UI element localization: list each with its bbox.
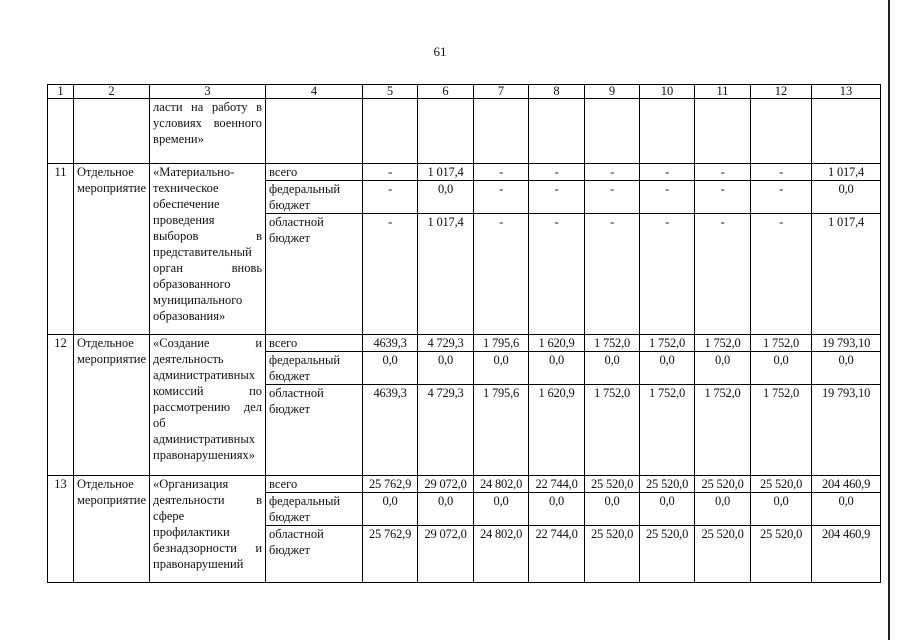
column-header: 11 — [695, 85, 751, 99]
table-row — [48, 476, 881, 493]
value-cell: - — [640, 181, 695, 214]
value-cell: 204 460,9 — [812, 476, 881, 493]
value-cell: 0,0 — [695, 493, 751, 526]
value-cell: - — [529, 164, 585, 181]
value-cell: 4 729,3 — [418, 335, 474, 352]
value-cell: 4 729,3 — [418, 385, 474, 476]
value-cell: 1 017,4 — [418, 164, 474, 181]
value-cell: 1 620,9 — [529, 385, 585, 476]
column-header: 1 — [48, 85, 74, 99]
scan-edge-line — [888, 0, 890, 640]
funding-source-cell: всего — [266, 164, 363, 181]
value-cell: - — [474, 181, 529, 214]
value-cell: 1 752,0 — [695, 335, 751, 352]
value-cell: 0,0 — [751, 352, 812, 385]
value-cell: 1 752,0 — [585, 335, 640, 352]
value-cell: 25 520,0 — [695, 476, 751, 493]
value-cell: 1 620,9 — [529, 335, 585, 352]
value-cell: 25 762,9 — [363, 476, 418, 493]
continuation-name-cell: ласти на работу в условиях военного времени» — [150, 99, 266, 164]
column-header: 7 — [474, 85, 529, 99]
value-cell: 1 752,0 — [640, 335, 695, 352]
header-row — [48, 85, 881, 99]
funding-source-cell: всего — [266, 476, 363, 493]
page-number: 61 — [433, 44, 447, 59]
value-cell: - — [695, 214, 751, 335]
value-cell: - — [751, 214, 812, 335]
value-cell: - — [751, 181, 812, 214]
column-header: 6 — [418, 85, 474, 99]
value-cell: - — [585, 214, 640, 335]
value-cell: 0,0 — [695, 352, 751, 385]
column-header: 12 — [751, 85, 812, 99]
funding-source-cell: всего — [266, 335, 363, 352]
funding-source-cell: федеральный бюджет — [266, 493, 363, 526]
value-cell: 0,0 — [418, 181, 474, 214]
value-cell: 25 520,0 — [640, 476, 695, 493]
value-cell: 0,0 — [363, 352, 418, 385]
column-header: 4 — [266, 85, 363, 99]
value-cell: 1 795,6 — [474, 385, 529, 476]
column-header: 9 — [585, 85, 640, 99]
value-cell: 0,0 — [812, 493, 881, 526]
value-cell: 0,0 — [418, 352, 474, 385]
value-cell: 0,0 — [529, 493, 585, 526]
item-type-cell: Отдельное мероприятие — [74, 164, 150, 335]
program-table — [47, 84, 881, 583]
value-cell: 25 520,0 — [695, 526, 751, 583]
funding-source-cell: областной бюджет — [266, 214, 363, 335]
value-cell: - — [585, 181, 640, 214]
value-cell: 0,0 — [812, 181, 881, 214]
value-cell: 1 752,0 — [585, 385, 640, 476]
value-cell: 19 793,10 — [812, 335, 881, 352]
value-cell: 22 744,0 — [529, 476, 585, 493]
table-body — [48, 85, 881, 583]
value-cell: - — [695, 181, 751, 214]
value-cell: 204 460,9 — [812, 526, 881, 583]
column-header: 5 — [363, 85, 418, 99]
value-cell: - — [695, 164, 751, 181]
column-header: 10 — [640, 85, 695, 99]
value-cell: - — [585, 164, 640, 181]
value-cell: 1 017,4 — [418, 214, 474, 335]
value-cell: - — [363, 164, 418, 181]
item-name-cell: «Материально-техническое обеспечение проведения выборов в представительный орган вновь образованного муниципального образования» — [150, 164, 266, 335]
value-cell: 24 802,0 — [474, 526, 529, 583]
value-cell: 1 752,0 — [751, 335, 812, 352]
value-cell: 19 793,10 — [812, 385, 881, 476]
item-name-cell: «Создание и деятельность административных комиссий по рассмотрению дел об административных правонарушениях» — [150, 335, 266, 476]
value-cell: 0,0 — [640, 493, 695, 526]
value-cell: 4639,3 — [363, 385, 418, 476]
column-header: 2 — [74, 85, 150, 99]
value-cell: 24 802,0 — [474, 476, 529, 493]
value-cell: 25 520,0 — [751, 476, 812, 493]
continuation-row — [48, 99, 881, 164]
item-name-cell: «Организация деятельности в сфере профилактики безнадзорности и правонарушений — [150, 476, 266, 583]
value-cell: 1 752,0 — [751, 385, 812, 476]
value-cell: - — [474, 164, 529, 181]
value-cell: 25 520,0 — [585, 526, 640, 583]
column-header: 3 — [150, 85, 266, 99]
funding-source-cell: федеральный бюджет — [266, 352, 363, 385]
value-cell: 0,0 — [812, 352, 881, 385]
value-cell: 0,0 — [640, 352, 695, 385]
value-cell: 29 072,0 — [418, 526, 474, 583]
value-cell: 0,0 — [585, 493, 640, 526]
value-cell: 22 744,0 — [529, 526, 585, 583]
value-cell: - — [640, 164, 695, 181]
value-cell: - — [751, 164, 812, 181]
item-type-cell: Отдельное мероприятие — [74, 335, 150, 476]
row-number-cell: 12 — [48, 335, 74, 476]
value-cell: 1 752,0 — [640, 385, 695, 476]
table-row — [48, 335, 881, 352]
value-cell: 25 762,9 — [363, 526, 418, 583]
value-cell: 0,0 — [529, 352, 585, 385]
value-cell: 1 752,0 — [695, 385, 751, 476]
value-cell: 0,0 — [751, 493, 812, 526]
value-cell: - — [529, 181, 585, 214]
value-cell: 0,0 — [585, 352, 640, 385]
value-cell: 1 017,4 — [812, 164, 881, 181]
value-cell: - — [363, 214, 418, 335]
value-cell: 1 795,6 — [474, 335, 529, 352]
funding-source-cell: федеральный бюджет — [266, 181, 363, 214]
value-cell: 25 520,0 — [751, 526, 812, 583]
value-cell: 0,0 — [418, 493, 474, 526]
value-cell: 0,0 — [474, 493, 529, 526]
value-cell: - — [640, 214, 695, 335]
row-number-cell: 11 — [48, 164, 74, 335]
value-cell: 4639,3 — [363, 335, 418, 352]
value-cell: 29 072,0 — [418, 476, 474, 493]
value-cell: - — [474, 214, 529, 335]
funding-source-cell: областной бюджет — [266, 385, 363, 476]
funding-source-cell: областной бюджет — [266, 526, 363, 583]
value-cell: 25 520,0 — [640, 526, 695, 583]
value-cell: 25 520,0 — [585, 476, 640, 493]
value-cell: - — [529, 214, 585, 335]
column-header: 13 — [812, 85, 881, 99]
row-number-cell: 13 — [48, 476, 74, 583]
table-row — [48, 164, 881, 181]
value-cell: 1 017,4 — [812, 214, 881, 335]
item-type-cell: Отдельное мероприятие — [74, 476, 150, 583]
column-header: 8 — [529, 85, 585, 99]
value-cell: 0,0 — [363, 493, 418, 526]
value-cell: 0,0 — [474, 352, 529, 385]
value-cell: - — [363, 181, 418, 214]
